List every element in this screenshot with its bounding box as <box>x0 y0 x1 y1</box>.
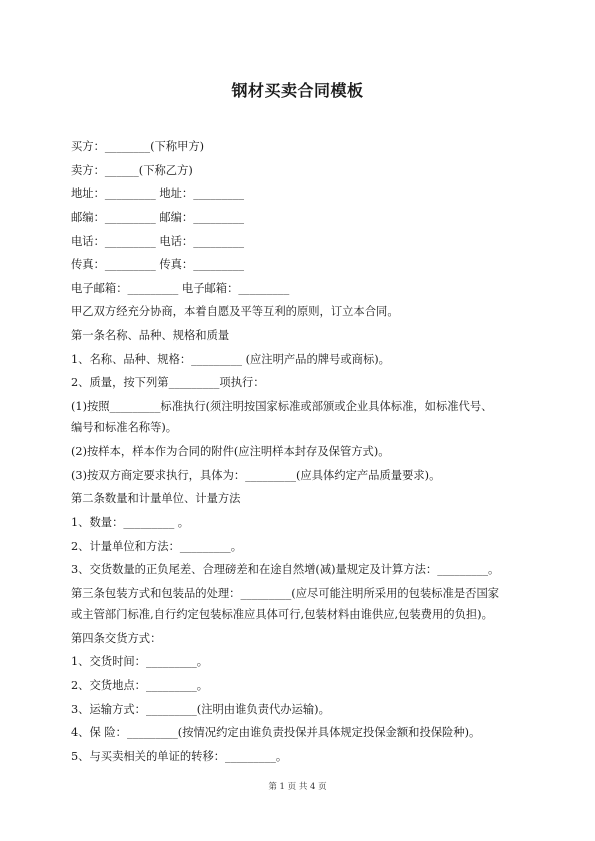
article-4-item-4: 4、保 险：_________(按情况约定由谁负责投保并具体规定投保金额和投保险种)。 <box>71 726 481 740</box>
preamble-paragraph: 甲乙双方经充分协商，本着自愿及平等互利的原则，订立本合同。 <box>71 305 399 319</box>
article-4-item-3: 3、运输方式：_________(注明由谁负责代办运输)。 <box>71 702 330 716</box>
article-1-item-2: 2、质量，按下列第_________项执行： <box>71 376 265 390</box>
quality-option-1: (1)按照_________标准执行(须注明按国家标准或部颁或企业具体标准，如标准代号、 <box>71 400 493 414</box>
seller-line: 卖方：______(下称乙方) <box>71 163 193 177</box>
article-4-item-1: 1、交货时间：_________。 <box>71 655 209 669</box>
contract-body <box>71 141 541 775</box>
quality-option-3: (3)按双方商定要求执行，具体为：_________(应具体约定产品质量要求)。 <box>71 468 441 482</box>
quality-option-1-continued: 编号和标准名称等)。 <box>71 421 178 435</box>
fax-line: 传真：_________ 传真：_________ <box>71 258 245 272</box>
article-3-paragraph: 第三条包装方式和包装品的处理：_________(应尽可能注明所采用的包装标准是否国家 <box>71 586 500 600</box>
article-2-item-1: 1、数量：_________ 。 <box>71 515 190 529</box>
page-footer: 第 1 页 共 4 页 <box>268 782 327 792</box>
article-1-item-1: 1、名称、品种、规格：_________ (应注明产品的牌号或商标)。 <box>71 352 390 366</box>
address-line: 地址：_________ 地址：_________ <box>71 187 245 201</box>
email-line: 电子邮箱：_________ 电子邮箱：_________ <box>71 281 290 295</box>
article-1-heading: 第一条名称、品种、规格和质量 <box>71 329 230 343</box>
document-title: 钢材买卖合同模板 <box>231 81 364 100</box>
buyer-line: 买方：________(下称甲方) <box>71 140 205 153</box>
article-4-item-5: 5、与买卖相关的单证的转移：_________。 <box>71 749 288 763</box>
phone-line: 电话：_________ 电话：_________ <box>71 234 245 248</box>
article-3-paragraph-continued: 或主管部门标准,自行约定包装标准应具体可行,包装材料由谁供应,包装费用的负担)。 <box>71 608 493 622</box>
article-2-heading: 第二条数量和计量单位、计量方法 <box>71 492 241 506</box>
article-2-item-3: 3、交货数量的正负尾差、合理磅差和在途自然增(减)量规定及计算方法：_________。 <box>71 563 500 577</box>
quality-option-2: (2)按样本，样本作为合同的附件(应注明样本封存及保管方式)。 <box>71 444 390 458</box>
postcode-line: 邮编：_________ 邮编：_________ <box>71 210 245 224</box>
article-4-item-2: 2、交货地点：_________。 <box>71 679 209 693</box>
article-4-heading: 第四条交货方式： <box>71 631 162 645</box>
article-2-item-2: 2、计量单位和方法：_________。 <box>71 539 242 553</box>
